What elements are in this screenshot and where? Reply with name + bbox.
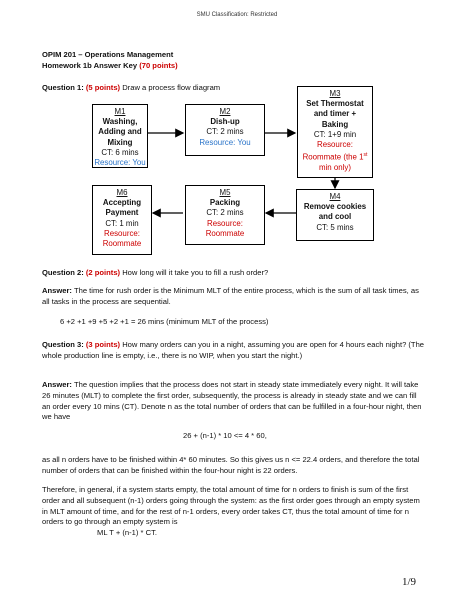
process-box-m2: [185, 104, 265, 156]
q2-calculation: 6 +2 +1 +9 +5 +2 +1 = 26 mins (minimum MLT of the process): [60, 317, 269, 326]
m3-name-3: Baking: [321, 119, 349, 129]
m4-name-1: Remove cookies: [303, 202, 367, 212]
process-box-m6: [92, 185, 152, 255]
q3-p2-line-2: number of orders that can be finished within the four-hour night is 22 orders.: [42, 465, 298, 475]
q3-answer-line-4: we have: [42, 412, 71, 422]
q3-answer-line-1: [42, 380, 462, 391]
q3-p2-line-1: as all n orders have to be finished within 4* 60 minutes. So this gives us n <= 22.4 orders, and therefore the total: [42, 455, 420, 464]
q2-answer-line-1: [42, 286, 452, 297]
m6-resource-1: Resource:: [104, 228, 140, 238]
homework-title-text: Homework 1b Answer Key: [42, 61, 138, 70]
question-3-answer: [42, 380, 462, 423]
m5-name-1: Packing: [209, 198, 241, 208]
m1-name-3: Mixing: [107, 137, 133, 147]
process-box-m3: [297, 86, 373, 178]
question-1-text: Draw a process flow diagram: [122, 83, 221, 92]
q3-answer-text-1: The question implies that the process does not start in steady state immediately every night. It will take: [73, 380, 419, 389]
m2-resource: Resource: You: [199, 137, 251, 147]
q3-p3-line-2: order and all subsequent (n-1) orders going through the system: as the first order goes through an empty system: [42, 495, 420, 505]
m3-name-1: Set Thermostat: [306, 99, 364, 109]
m6-name-2: Payment: [105, 208, 139, 218]
q3-paragraph-2: [42, 455, 462, 477]
question-3-label: Question 3:: [42, 340, 84, 349]
m1-name-2: Adding and: [98, 127, 142, 137]
q3-p3-line-1: Therefore, in general, if a system starts empty, the total amount of time for n orders to finish is sum of the first: [42, 485, 409, 494]
m1-id: M1: [114, 107, 126, 116]
question-1-label: Question 1:: [42, 83, 84, 92]
m3-resource-2-text: Roommate (the 1: [302, 152, 364, 162]
q3-p3-line-3: in MLT amount of time, and for the rest of n-1 orders, every order takes CT, thus the total amount of time for n: [42, 506, 409, 516]
question-1-points: (5 points): [85, 83, 121, 92]
m1-name-1: Washing,: [102, 117, 138, 127]
m6-name-1: Accepting: [102, 198, 142, 208]
q2-answer-line-2: all tasks in the process are sequential.: [42, 296, 171, 306]
m2-id: M2: [219, 107, 231, 116]
process-box-m1: [92, 104, 148, 168]
m3-resource-1: Resource:: [317, 140, 353, 150]
m1-resource: Resource: You: [94, 158, 146, 168]
question-3-points: (3 points): [85, 340, 121, 349]
q3-answer-line-3: an order every 10 mins (CT). Denote n as the total number of orders that can be fulfilled in a four-hour night, then: [42, 401, 422, 411]
q3-formula: ML T + (n-1) * CT.: [97, 528, 157, 537]
m5-resource-1: Resource:: [207, 218, 243, 228]
question-2-points: (2 points): [85, 268, 121, 277]
course-title: OPIM 201 – Operations Management: [42, 50, 174, 59]
m3-resource-2: [298, 150, 372, 163]
m3-resource-sup: st: [363, 152, 368, 159]
q3-line-2: whole production line is empty, i.e., there is no WIP, when you start the night.): [42, 350, 303, 360]
q3-paragraph-3: [42, 485, 462, 528]
m2-name-1: Dish-up: [210, 117, 240, 127]
classification-header: SMU Classification: Restricted: [196, 12, 278, 18]
page-number: 1/9: [402, 576, 417, 588]
q3-answer-label: Answer:: [42, 380, 72, 389]
question-2-answer: [42, 286, 452, 308]
q3-p3-line-4: orders to go through an empty system is: [42, 517, 178, 527]
m6-cycle-time: CT: 1 min: [105, 218, 139, 228]
q3-line-1: [42, 340, 457, 351]
process-box-m5: [185, 185, 265, 245]
question-3-text-1: How many orders can you in a night, assuming you are open for 4 hours each night? (The: [122, 340, 425, 349]
question-2-label: Question 2:: [42, 268, 84, 277]
m6-id: M6: [116, 188, 128, 197]
m3-resource-3: min only): [318, 163, 351, 173]
homework-total-points: (70 points): [139, 61, 178, 70]
m5-cycle-time: CT: 2 mins: [206, 208, 244, 218]
m2-cycle-time: CT: 2 mins: [206, 127, 244, 137]
m3-id: M3: [329, 89, 341, 98]
m3-name-2: and timer +: [313, 109, 357, 119]
m3-cycle-time: CT: 1+9 min: [313, 129, 357, 139]
m5-id: M5: [219, 188, 231, 197]
question-2-text: How long will it take you to fill a rush order?: [122, 268, 269, 277]
q2-answer-label: Answer:: [42, 286, 72, 295]
q3-equation: 26 + (n-1) * 10 <= 4 * 60,: [183, 431, 267, 440]
m4-name-2: and cool: [318, 212, 352, 222]
m6-resource-2: Roommate: [102, 239, 142, 249]
question-3: [42, 340, 457, 362]
m1-cycle-time: CT: 6 mins: [101, 147, 139, 157]
m5-resource-2: Roommate: [205, 228, 245, 238]
m4-id: M4: [329, 192, 341, 201]
question-2: [42, 268, 268, 279]
process-box-m4: [296, 189, 374, 241]
q2-answer-text-1: The time for rush order is the Minimum MLT of the entire process, which is the sum of all task times, as: [73, 286, 419, 295]
m4-cycle-time: CT: 5 mins: [316, 222, 354, 232]
q3-answer-line-2: 26 minutes (MLT) to complete the first order, subsequently, the process is already in steady state and we can fill: [42, 390, 417, 400]
